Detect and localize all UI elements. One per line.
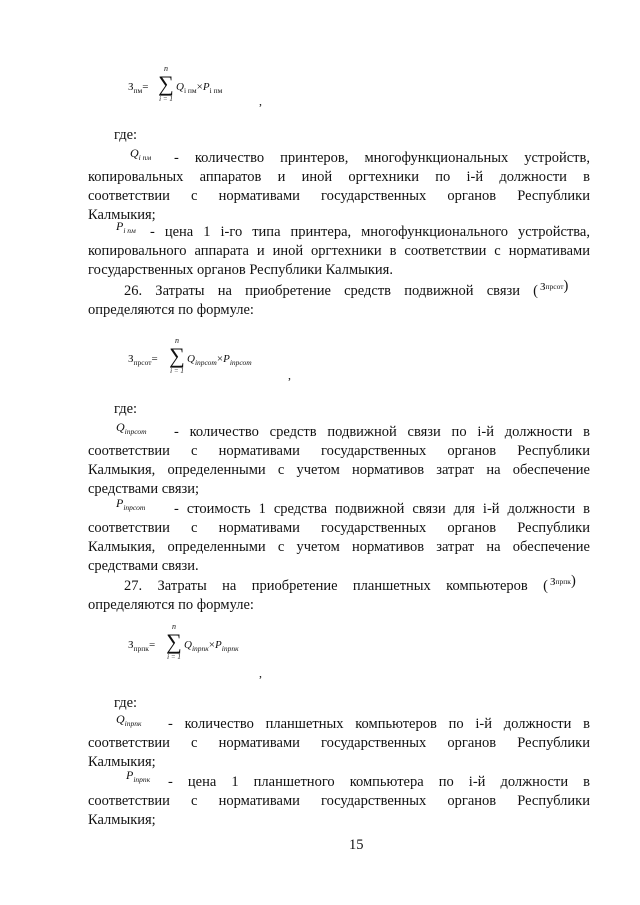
def-line: - количество принтеров, многофункциональных устройств, [174,150,590,166]
where-label: где: [114,127,138,143]
inline-symbol: Зпрсот) [540,278,569,294]
where-label: где: [114,695,138,711]
formula-comma: , [259,666,262,680]
def-symbol: $P_{iпрсот}$ [116,496,146,512]
def-symbol: $Q_{iпрпк}$ [116,712,142,728]
def-line: государственных органов Республики Калмыкия. [88,262,393,278]
def-symbol: $Q_{iпрсот}$ [116,420,147,436]
def-line: Калмыкия; [88,812,156,828]
def-line: соответствии с нормативами государственных органов Республики [88,188,590,204]
formula-lhs: $З_{пм}=$ [128,81,149,95]
where-label: где: [114,401,138,417]
def-line: Калмыкия; [88,207,156,223]
def-line: средствами связи; [88,481,200,497]
def-symbol: $P_{i пм}$ [116,219,136,235]
def-line: - цена 1 i-го типа принтера, многофункционального устройства, [150,224,590,240]
item-line: 26. Затраты на приобретение средств подвижной связи ( [124,283,538,299]
def-line: Калмыкия, определенными с учетом нормативов затрат на обеспечение [88,539,590,555]
def-line: средствами связи. [88,558,199,574]
def-line: соответствии с нормативами государственных органов Республики [88,793,590,809]
item-line: определяются по формуле: [88,302,254,318]
def-line: Калмыкия, определенными с учетом нормативов затрат на обеспечение [88,462,590,478]
inline-symbol: Зпрпк) [550,573,576,589]
def-line: - цена 1 планшетного компьютера по i-й должности в [168,774,590,790]
formula-printers [128,64,268,116]
def-line: копировальных аппаратов и иной оргтехники по i-й должности в [88,169,590,185]
formula-tablets [128,622,278,680]
def-line: копировального аппарата и иной оргтехники в соответствии с нормативами [88,243,590,259]
def-line: - стоимость 1 средства подвижной связи для i-й должности в [174,501,590,517]
sum-symbol: n ∑ i = 1 [166,622,182,661]
formula-mobile [128,336,293,388]
def-symbol: $Q_{i пм}$ [130,146,152,162]
formula-terms: $Q_{i пм}\times P_{i пм}$ [176,81,223,95]
sum-symbol: n ∑ i = 1 [158,64,174,103]
item-line: определяются по формуле: [88,597,254,613]
def-line: - количество планшетных компьютеров по i-й должности в [168,716,590,732]
item-line: 27. Затраты на приобретение планшетных компьютеров ( [124,578,548,594]
def-line: соответствии с нормативами государственных органов Республики [88,520,590,536]
def-line: соответствии с нормативами государственных органов Республики [88,443,590,459]
formula-lhs: $З_{прсот}=$ [128,353,158,367]
def-line: соответствии с нормативами государственных органов Республики [88,735,590,751]
def-line: - количество средств подвижной связи по i-й должности в [174,424,590,440]
formula-comma: , [288,368,291,382]
def-line: Калмыкия; [88,754,156,770]
def-symbol: $P_{iпрпк}$ [126,768,151,784]
formula-terms: $Q_{iпрпк}\times P_{iпрпк}$ [184,639,239,653]
sum-symbol: n ∑ i = 1 [169,336,185,375]
page-number: 15 [349,837,364,853]
formula-comma: , [259,94,262,108]
formula-terms: $Q_{iпрсот}\times P_{iпрсот}$ [187,353,252,367]
formula-lhs: $З_{прпк}=$ [128,639,156,653]
